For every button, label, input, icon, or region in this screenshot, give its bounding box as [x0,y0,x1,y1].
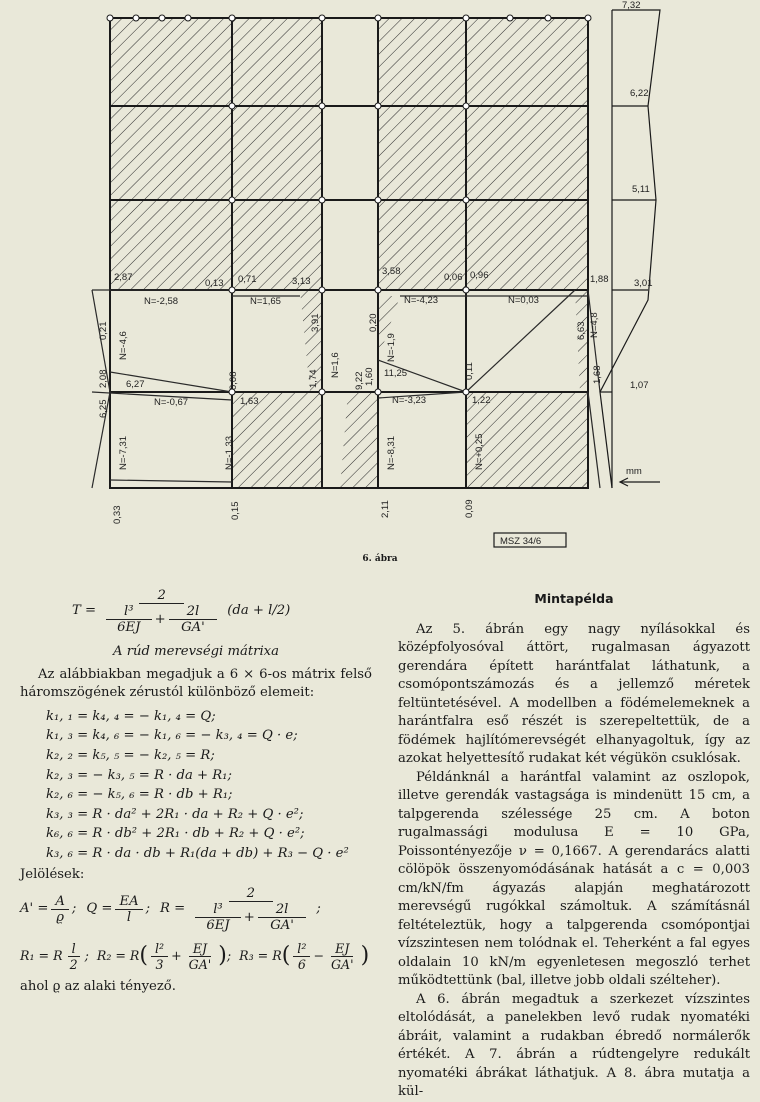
column-force-label: N=4,8 [589,312,600,338]
notation-row-2: R₁ = R $\frac{l}{2}$ ; R₂ = R ( $\frac{\text{l²}}{3}$ + $\frac{EJ}{GA'}$ ) ; R₃ = R ( $\frac{\text{l²}}{6}$ − $\frac{EJ}{GA'}$ ) [20,941,370,973]
value-label: 2,87 [114,272,133,283]
beam-force-label: N=0,03 [508,295,539,306]
equation: k₂, ₆ = − k₅, ₆ = R · db + R₁; [46,787,233,803]
t-den2-num: 2l [169,604,218,620]
a-num: A [51,894,69,910]
paragraph-3: A 6. ábrán megadtuk a szerkezet vízszintes eltolódását, a panelekben levő rudak nyomatéki ábráit, valamint a rudakban ébredő normálerők értékét. A 7. ábrán a rúdtengelyre redukált nyomatéki ábrákat láthatjuk. A 8. ábra mutatja a kül- [398,991,750,1099]
r2-a-num: l² [151,941,168,957]
q-num: EA [115,894,142,910]
left-column [20,588,372,997]
value-label: 1,74 [308,369,319,388]
r1-lhs: R₁ = R [20,948,63,964]
equation: k₁, ₃ = k₄, ₆ = − k₁, ₆ = − k₃, ₄ = Q · e; [46,728,298,744]
paragraph-1: Az 5. ábrán egy nagy nyílásokkal és középfolyosóval áttört, rugalmasan ágyazott gerendára épített harántfalat láthatunk, a csomópontszámozás és a jellemző méretek feltüntetésével. A modellben a födémelemeknek a harántfalra eső részét is szerepeltettük, de a födémek hajlítómerevségét elhanyagoltuk, így az azokat helyettesítő rudakat két végükön csuklósak. [398,621,750,766]
r-fraction [188,886,313,933]
column-force-label: N=-8,31 [386,435,397,470]
value-label: 3,58 [382,266,401,277]
t-lhs: T = [72,603,97,619]
value-label: 11,25 [384,368,408,379]
equation: k₁, ₁ = k₄, ₄ = − k₁, ₄ = Q; [46,708,216,724]
beam-force-label: N=1,65 [250,296,281,307]
section-title: A rúd merevségi mátrixa [113,644,279,659]
r2-lhs: R₂ = R [96,948,140,964]
t-tail: (da + l/2) [227,603,291,619]
q-den: l [126,910,132,926]
r2-sep: ; [226,948,232,964]
column-force-label: N=-1,9 [386,333,397,362]
equation: k₃, ₆ = R · da · db + R₁(da + db) + R₃ − Q · e² [46,845,349,861]
equation: k₃, ₃ = R · da² + 2R₁ · da + R₂ + Q · e²; [46,806,304,822]
t-formula [72,588,372,635]
r2-b-den: GA' [188,957,212,973]
r-den2-den: GA' [270,918,294,934]
beam-force-label: N=-0,67 [154,397,189,408]
scale-label: 5,11 [632,184,650,195]
column-force-label: N=+0,25 [474,433,485,470]
bottom-label: 0,33 [112,505,123,524]
value-label: 0,13 [205,278,224,289]
r-den1-den: 6EJ [206,918,230,934]
r3-lhs: R₃ = R [239,948,282,964]
value-label: 2,08 [98,369,109,388]
value-label: 3,13 [292,276,311,287]
stamp-label: MSZ 34/6 [500,536,542,547]
value-label: 1,68 [592,365,603,384]
a-den: ϱ [56,910,65,926]
notation-row-1 [20,886,372,933]
value-label: 9,22 [354,371,365,390]
equation: k₂, ₃ = − k₃, ₅ = R · da + R₁; [46,767,232,783]
equation: k₆, ₆ = R · db² + 2R₁ · db + R₂ + Q · e²; [46,826,305,842]
r2-a-den: 3 [155,957,164,973]
t-den1-den: 6EJ [117,620,141,635]
r-plus: + [243,910,255,926]
footer-note: ahol ϱ az alaki tényező. [20,979,176,995]
q-sep: ; [145,901,151,917]
value-label: 6,27 [126,379,145,390]
value-label: 6,63 [576,321,587,340]
r-sep: ; [316,901,321,917]
value-label: 0,06 [444,272,463,283]
a-lhs: A' = [20,901,49,917]
value-label: 0,20 [368,313,379,332]
scale-label: 3,01 [634,278,653,289]
t-den [99,604,224,635]
value-label: 1,22 [472,395,491,406]
value-label: 0,71 [238,274,257,285]
value-label: 0,11 [464,362,475,380]
unit-label: mm [626,466,642,477]
r3-b-den: GA' [330,957,354,973]
intro-paragraph: Az alábbiakban megadjuk a 6 × 6-os mátrix felső háromszögének zérustól különböző elemeit: [20,666,372,701]
hatched-panels [110,18,588,488]
value-label: 3,91 [310,313,321,332]
t-den2-den: GA' [181,620,205,635]
section-heading: Mintapélda [534,591,614,606]
r3-b-num: EJ [331,941,353,957]
paragraph-2: Példánknál a harántfal valamint az oszlopok, illetve gerendák vastagsága is mindenütt 15 cm, a talpgerenda szélessége 25 cm. A boton rugalmassági modulusa E = 10 GPa, Poissontényezője ν = 0,1667. A gerendarács alatti cölöpök összenyomódásának hatását a c = 0,003 cm/kN/fm ágyazás alapján meghatározott merevségű rugókkal számoltuk. A számításnál feltételeztük, hogy a talpgerenda csomópontjai vízszintesen nem tolódnak el. Teherként a fal egyes oldalain 10 kN/m egyenletesen megoszló terhet működtettünk (bal, illetve jobb oldali szélteher). [398,769,750,988]
r1-den: 2 [69,957,78,973]
t-num: 2 [139,588,183,604]
r2-plus: + [171,948,182,964]
right-column [398,590,750,1102]
value-label: 6,25 [98,399,109,418]
value-label: 1,63 [240,396,259,407]
t-den1-num: l³ [106,604,152,620]
column-force-label: N=-7,31 [118,435,129,470]
beam-force-label: N=-3,23 [392,395,427,406]
r-num: 2 [229,886,273,902]
t-plus: + [154,612,166,627]
figure-caption: 6. ábra [362,554,398,564]
r3-minus: − [313,948,324,964]
r-den2-num: 2l [258,902,307,918]
displacement-scale [600,10,660,488]
bottom-label: 0,15 [230,501,241,520]
value-label: 0,08 [228,371,239,390]
r3-a-den: 6 [297,957,306,973]
column-force-label: N=-1,33 [224,435,235,470]
value-label: 1,60 [364,367,375,386]
r-den1-num: l³ [195,902,241,918]
q-lhs: Q = [86,901,113,917]
value-label: 0,96 [470,270,489,281]
notation-label: Jelölések: [20,866,85,882]
r3-a-num: l² [293,941,310,957]
beam-force-label: N=-2,58 [144,296,179,307]
scale-label: 1,07 [630,380,649,391]
value-label: 1,88 [590,274,609,285]
t-fraction [99,588,224,635]
r1-num: l [68,941,80,957]
bottom-label: 0,09 [464,499,475,518]
value-label: 0,21 [98,321,109,340]
a-sep: ; [71,901,77,917]
r2-b-num: EJ [189,941,211,957]
r1-sep: ; [84,948,89,964]
scale-label: 6,22 [630,88,649,99]
column-force-label: N=1,6 [330,352,341,378]
scale-label: 7,32 [622,0,641,11]
equation: k₂, ₂ = k₅, ₅ = − k₂, ₅ = R; [46,747,215,763]
bottom-label: 2,11 [380,500,391,518]
r-lhs: R = [160,901,186,917]
column-force-label: N=-4,6 [118,331,129,360]
equation-list [20,707,372,864]
beam-force-label: N=-4,23 [404,295,439,306]
